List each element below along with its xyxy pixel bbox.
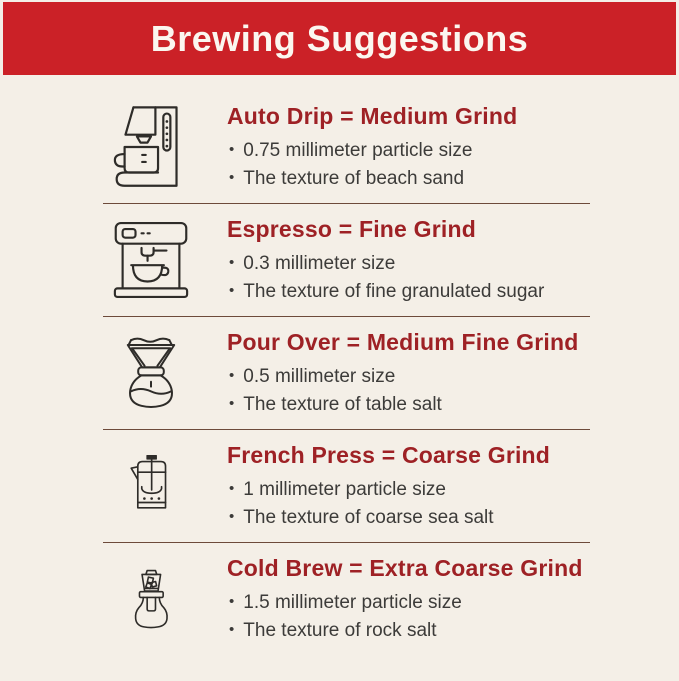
bullet-item (227, 503, 550, 531)
bullet-item (227, 249, 544, 277)
bullet-dot: • (229, 168, 235, 186)
bullet-text: The texture of rock salt (243, 620, 437, 641)
bullet-dot: • (229, 253, 235, 271)
bullet-text: 0.75 millimeter particle size (243, 139, 473, 161)
bullet-text: The texture of coarse sea salt (243, 506, 494, 528)
bullet-dot: • (229, 394, 235, 412)
section-heading: Cold Brew = Extra Coarse Grind (227, 555, 583, 581)
bullet-dot: • (229, 621, 235, 638)
auto-drip-coffee-maker-icon (107, 100, 195, 194)
section-icon (103, 550, 199, 650)
page-title: Brewing Suggestions (150, 17, 529, 59)
section-text (227, 442, 550, 531)
bullet-text: 0.5 millimeter size (243, 365, 396, 387)
sections-list (103, 75, 590, 656)
section-icon (103, 100, 199, 194)
section-row (103, 91, 590, 204)
bullet-item (227, 616, 583, 644)
section-icon (103, 438, 199, 534)
bullet-item (227, 362, 579, 390)
bullet-text: The texture of beach sand (243, 167, 465, 189)
bullet-text: The texture of table salt (243, 393, 442, 415)
bullet-dot: • (229, 140, 235, 158)
bullet-text: 0.3 millimeter size (243, 252, 396, 274)
espresso-machine-icon (108, 215, 194, 305)
section-row (103, 543, 590, 656)
section-icon (103, 215, 199, 305)
bullet-item (227, 588, 583, 616)
section-heading: French Press = Coarse Grind (227, 441, 551, 468)
bullet-text: The texture of fine granulated sugar (243, 280, 545, 302)
section-row (103, 317, 590, 430)
section-heading: Pour Over = Medium Fine Grind (227, 328, 579, 355)
bullet-item (227, 164, 517, 192)
bullet-dot: • (229, 479, 235, 497)
bullet-dot: • (229, 507, 235, 525)
bullet-dot: • (229, 366, 235, 384)
bullet-dot: • (229, 281, 235, 299)
bullet-text: 1.5 millimeter particle size (243, 592, 462, 613)
section-row (103, 430, 590, 543)
section-text (227, 216, 544, 305)
french-press-icon (118, 438, 184, 534)
header-banner (3, 2, 676, 75)
section-text (227, 329, 579, 418)
section-text (227, 555, 583, 644)
bullet-item (227, 277, 544, 305)
section-text (227, 103, 517, 192)
pour-over-carafe-icon (111, 327, 191, 419)
page (0, 2, 679, 681)
section-heading: Espresso = Fine Grind (227, 215, 476, 242)
bullet-text: 1 millimeter particle size (243, 478, 446, 500)
bullet-item (227, 390, 579, 418)
cold-brew-tower-icon (119, 550, 183, 650)
bullet-item (227, 475, 550, 503)
bullet-dot: • (229, 593, 235, 610)
bullet-item (227, 136, 517, 164)
section-row (103, 204, 590, 317)
section-heading: Auto Drip = Medium Grind (227, 102, 518, 129)
section-icon (103, 327, 199, 419)
